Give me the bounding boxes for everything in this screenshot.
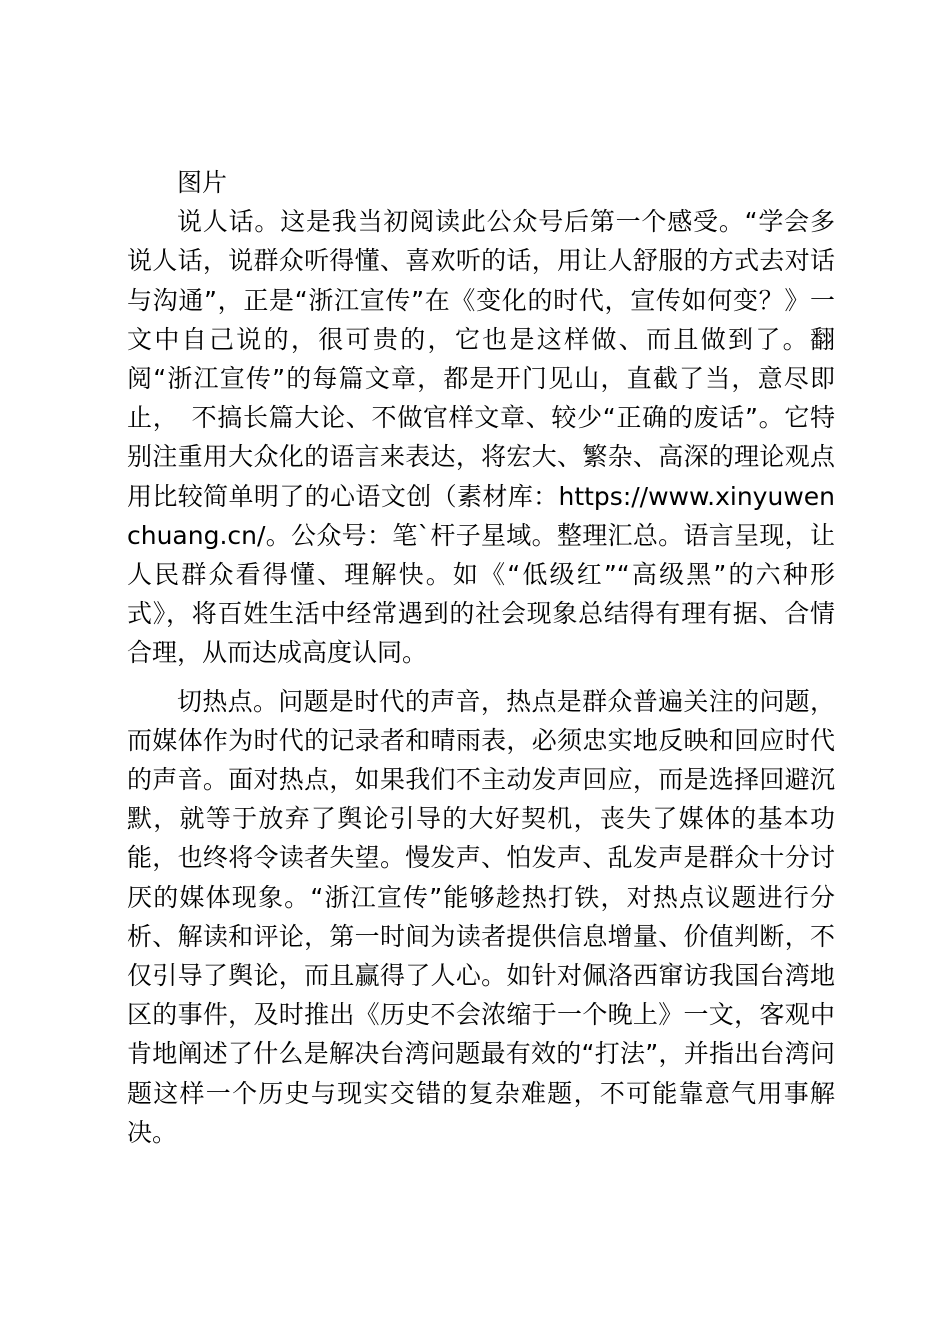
paragraph-speak-plainly: 说人话。这是我当初阅读此公众号后第一个感受。“学会多说人话，说群众听得懂、喜欢听的话，用让人舒服的方式去对话与沟通”，正是“浙江宣传”在《变化的时代，宣传如何变？》一文中自己说的，很可贵的，它也是这样做、而且做到了。翻阅“浙江宣传”的每篇文章，都是开门见山，直截了当，意尽即止， 不搞长篇大论、不做官样文章、较少“正确的废话”。它特别注重用大众化的语言来表达，将宏大、繁杂、高深的理论观点用比较简单明了的心语文创（素材库：https://www.xinyuwenchuang.cn/。公众号：笔`杆子星域。整理汇总。语言呈现，让人民群众看得懂、理解快。如《“低级红”“高级黑”的六种形式》，将百姓生活中经常遇到的社会现象总结得有理有据、合情合理，从而达成高度认同。 <box>127 207 835 668</box>
document-body <box>127 163 835 1152</box>
paragraph-hot-topics: 切热点。问题是时代的声音，热点是群众普遍关注的问题，而媒体作为时代的记录者和晴雨表，必须忠实地反映和回应时代的声音。面对热点，如果我们不主动发声回应，而是选择回避沉默，就等于放弃了舆论引导的大好契机，丧失了媒体的基本功能，也终将令读者失望。慢发声、怕发声、乱发声是群众十分讨厌的媒体现象。“浙江宣传”能够趁热打铁，对热点议题进行分析、解读和评论，第一时间为读者提供信息增量、价值判断，不仅引导了舆论，而且赢得了人心。如针对佩洛西窜访我国台湾地区的事件，及时推出《历史不会浓缩于一个晚上》一文，客观中肯地阐述了什么是解决台湾问题最有效的“打法”，并指出台湾问题这样一个历史与现实交错的复杂难题，不可能靠意气用事解决。 <box>127 686 835 1147</box>
image-caption: 图片 <box>177 168 228 197</box>
